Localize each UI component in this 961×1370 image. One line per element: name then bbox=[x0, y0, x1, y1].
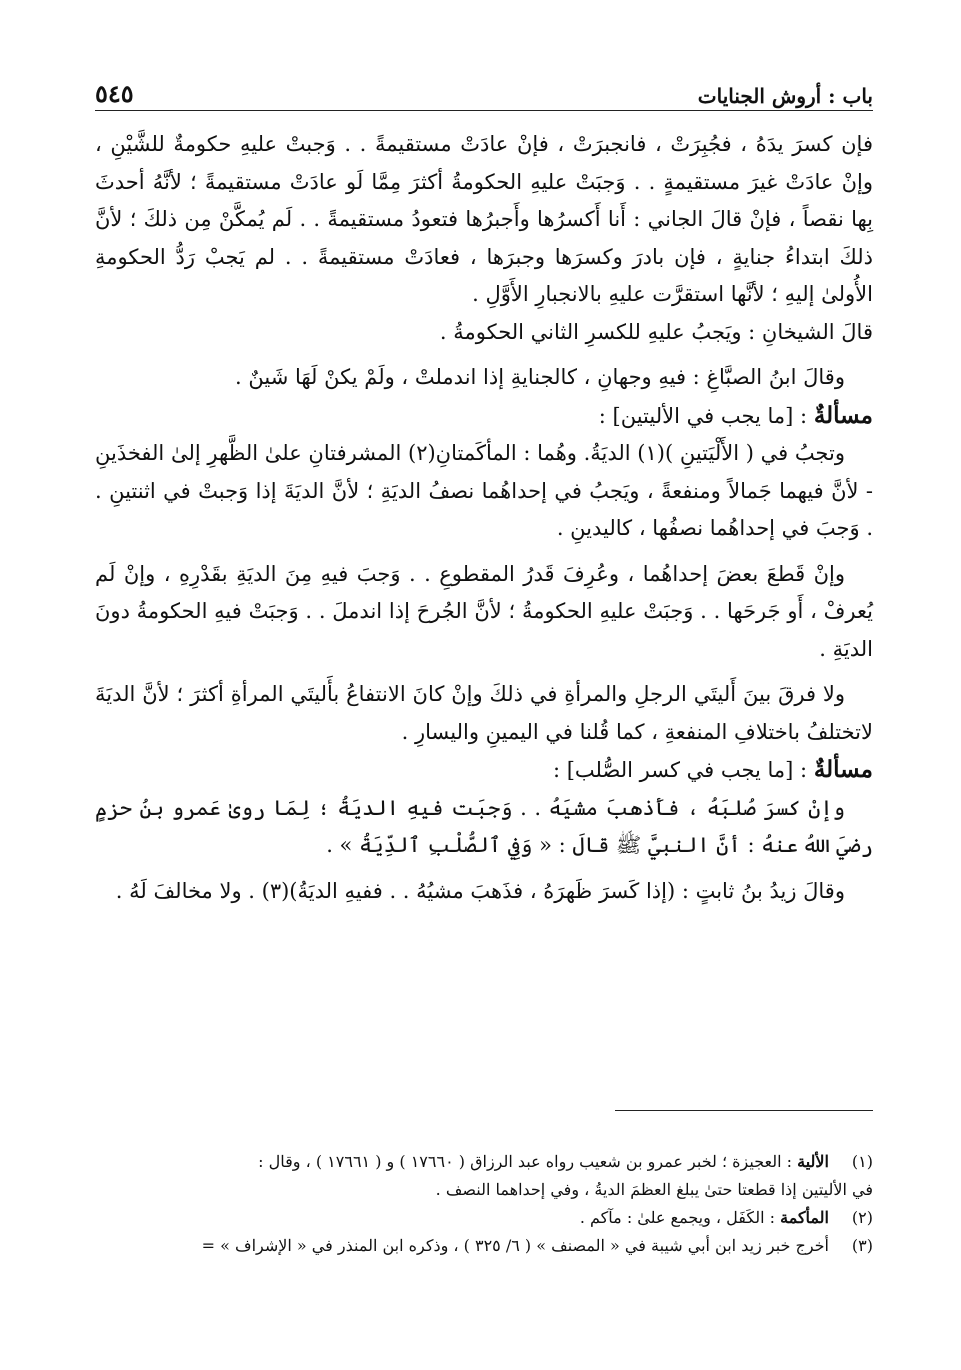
masala-label: مسألةٌ bbox=[813, 401, 873, 429]
footnote bbox=[95, 1232, 873, 1260]
paragraph: قالَ الشيخانِ : ويَجبُ عليهِ للكسرِ الثاني الحكومةُ . bbox=[439, 319, 873, 344]
footnote bbox=[95, 1204, 873, 1232]
masala-title: : [ما يجب في الأليتين] : bbox=[598, 403, 808, 428]
page-header bbox=[95, 72, 873, 108]
footnote-text: أخرج خبر زيد ابن أبي شيبة في « المصنف » ( ٦/ ٣٢٥ ) ، وذكره ابن المنذر في « الإشراف » = bbox=[201, 1236, 829, 1255]
footnote-number: (٣) bbox=[851, 1236, 873, 1255]
footnote-number: (٢) bbox=[851, 1208, 873, 1227]
paragraph: وقالَ زيدُ بنُ ثابتٍ : (إذا كَسرَ ظَهرَهُ ، فذَهبَ مشيُهُ . . ففيهِ الديَةُ)(٣) . ولا مخالفَ لَهُ . bbox=[115, 878, 845, 903]
paragraph: وإنْ قَطعَ بعضَ إحداهُما ، وعُرِفَ قَدرُ المقطوعِ . . وَجبَ فيهِ مِنَ الديَةِ بقَدْرِهِ ، وإنْ لَم يُعرفْ ، أَو جَرحَها . . وَجبَتْ عليهِ الحكومةُ ؛ لأنَّ الجُرحَ إذا اندملَ . . وَجبَتْ فيهِ الحكومةُ دونَ الديَةِ . bbox=[95, 561, 873, 661]
footnote-term: الألية bbox=[797, 1152, 829, 1171]
paragraph: وإنْ كسرَ صُلبَهُ ، فأَذهبَ مشيَهُ . . وَجبَت فيهِ الديَةُ ؛ لِمَا روىٰ عَمرو بنُ حزمٍ رضيَ اللهُ عنهُ : أنَّ النبيَّ ﷺ قالَ : « وَفِي ٱلصُّلْبِ ٱلدِّيَةُ » . bbox=[95, 795, 873, 857]
footnote-separator bbox=[615, 1110, 873, 1111]
footnote-text: في الأليتين إذا قطعتا حتىٰ يبلغ العظمَ الديةُ ، وفي إحداهما النصف . bbox=[435, 1180, 873, 1199]
footnote-continuation bbox=[95, 1176, 873, 1204]
paragraph: ولا فرقَ بينَ أَليتَي الرجلِ والمرأةِ في ذلكَ وإنْ كانَ الانتفاعُ بأَليتَي المرأةِ أكثرَ ؛ لأنَّ الديَةَ لاتختلفُ باختلافِ المنفعةِ ، كما قُلنا في اليمينِ واليسارِ . bbox=[95, 682, 873, 744]
masala-label: مسألةٌ bbox=[813, 756, 873, 783]
footnotes bbox=[95, 1148, 873, 1260]
masala-heading bbox=[95, 751, 873, 790]
running-title: باب : أروش الجنايات bbox=[697, 84, 873, 108]
header-rule bbox=[95, 110, 873, 111]
paragraph: وتجبُ في ( الأَلْيَتينِ )(١) الديَةُ. وهُما : المأكَمتانِ(٢) المشرفتانِ علىٰ الظَّهرِ إلىٰ الفخذَينِ - لأنَّ فيهما جَمالاً ومنفعةً ، ويَجبُ في إحداهُما نصفُ الديَةِ ؛ لأنَّ الديَةَ إذا وَجبتْ في اثنتينِ . . وَجبَ في إحداهُما نصفُها ، كاليدينِ . bbox=[95, 441, 873, 540]
footnote-text: : العجيزة ؛ لخبر عمرو بن شعيب رواه عبد الرزاق ( ١٧٦٦٠ ) و ( ١٧٦٦١ ) ، وقال : bbox=[258, 1152, 793, 1171]
main-text bbox=[95, 126, 873, 910]
paragraph: وقالَ ابنُ الصبَّاغِ : فيهِ وجهانِ ، كالجنايةِ إذا اندملتْ ، ولَمْ يكنْ لَهَا شَينٌ . bbox=[235, 365, 845, 389]
paragraph: فإن كسرَ يدَهُ ، فجُبِرَتْ ، فانجبرَتْ ، فإنْ عادَتْ مستقيمةً . . وَجبتْ عليهِ حكومةٌ للشَّيْنِ ، وإنْ عادَتْ غيرَ مستقيمةٍ . . وَجبَتْ عليهِ الحكومةُ أكثرَ مِمَّا لَو عادَتْ مستقيمةً ؛ لأنَّهُ أحدثَ بِها نقصاً ، فإنْ قالَ الجاني : أَنا أَكسرُها وأَجبرُها فتعودُ مستقيمةً . . لَم يُمكَّنْ مِن ذلكَ ؛ لأنَّ ذلكَ ابتداءُ جنايةٍ ، فإن بادرَ وكسرَها وجبرَها ، فعادَتْ مستقيمةً . . لم يَجبْ رَدُّ الحكومةِ الأُولىٰ إليهِ ؛ لأنَّها استقرَّت عليهِ بالانجبارِ الأَوَّلِ . bbox=[95, 132, 873, 306]
footnote-text: : الكَفَل ، ويجمع علىٰ : مآكم . bbox=[579, 1208, 776, 1227]
page-number: ٥٤٥ bbox=[95, 79, 134, 108]
footnote-term: المأكمة bbox=[780, 1208, 829, 1227]
footnote bbox=[95, 1148, 873, 1176]
footnote-number: (١) bbox=[851, 1152, 873, 1171]
masala-heading bbox=[95, 397, 873, 436]
masala-title: : [ما يجب في كسر الصُّلب] : bbox=[552, 758, 808, 782]
